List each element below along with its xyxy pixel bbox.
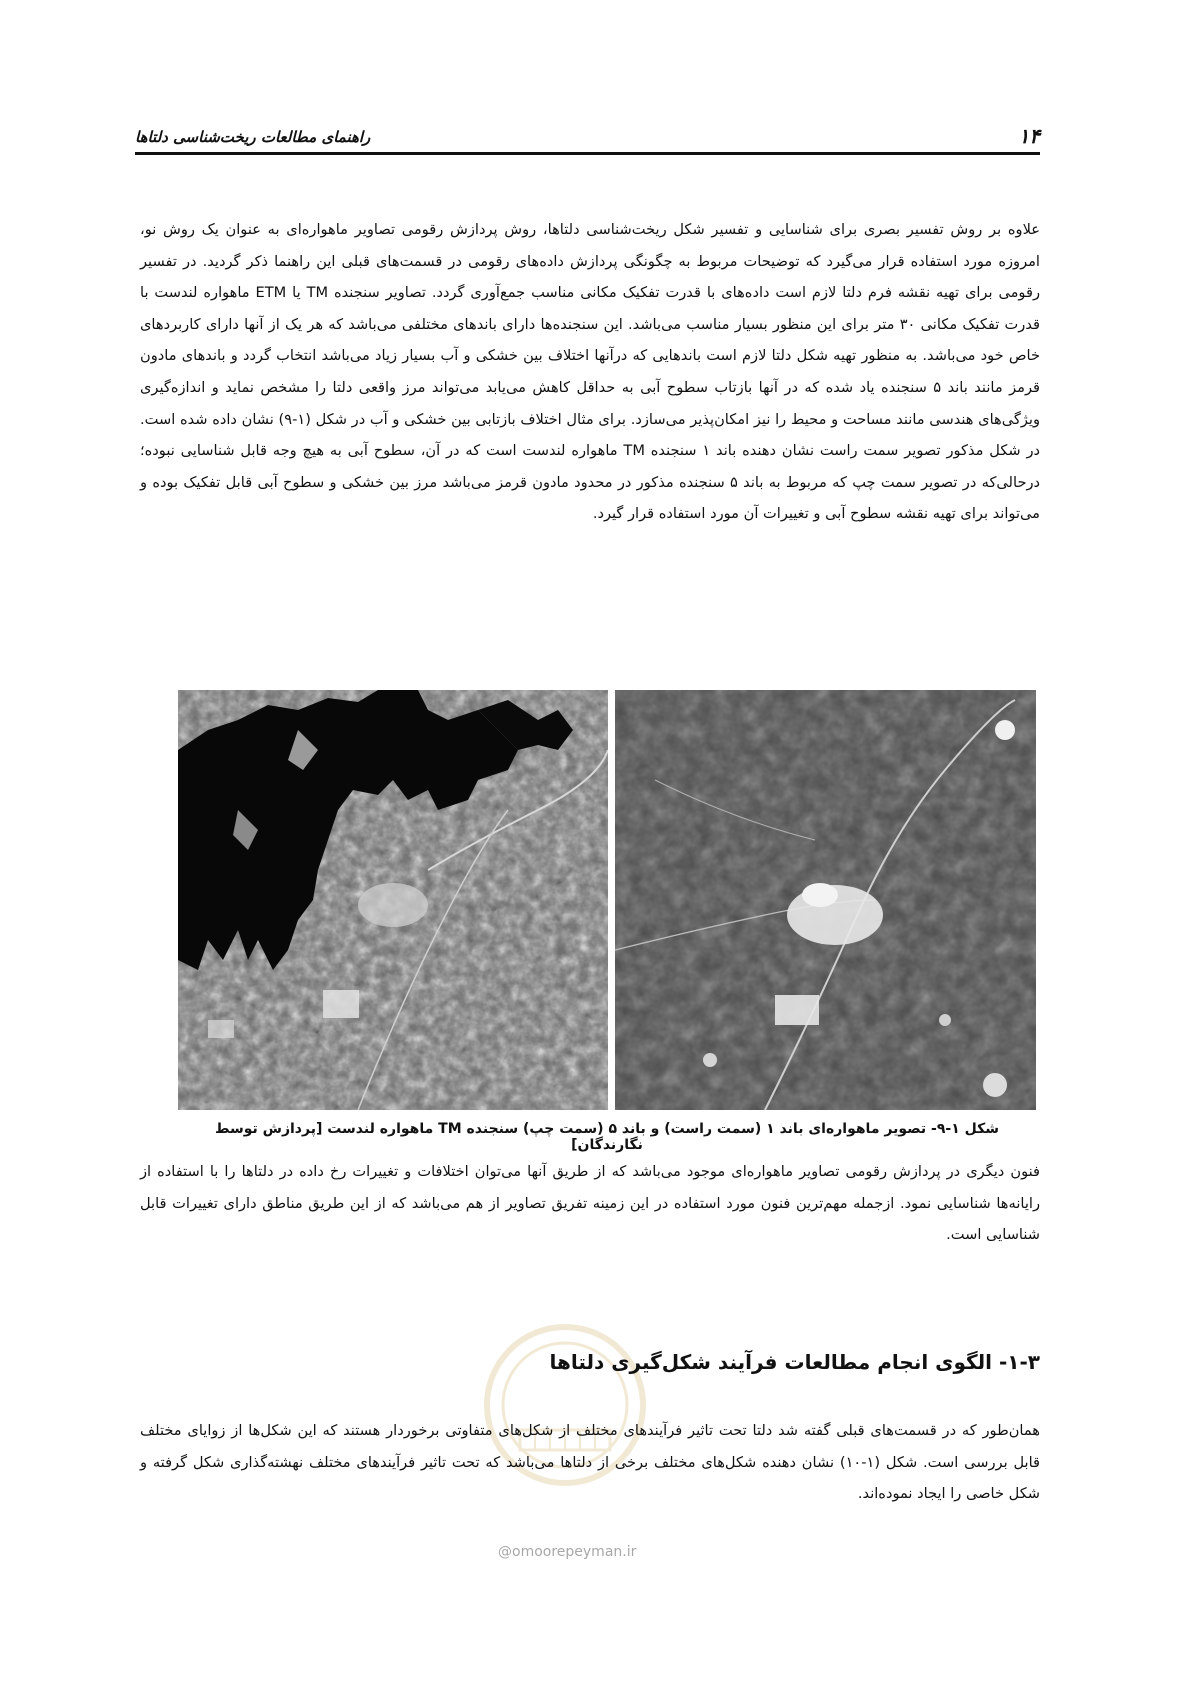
section-heading: ۱-۳- الگوی انجام مطالعات فرآیند شکل‌گیری دلتاها xyxy=(549,1350,1040,1374)
page-number: ۱۴ xyxy=(1018,124,1040,148)
running-title: راهنمای مطالعات ریخت‌شناسی دلتاها xyxy=(135,128,371,146)
satellite-image-band5 xyxy=(178,690,608,1110)
paragraph-change-detection: فنون دیگری در پردازش رقومی تصاویر ماهواره‌ای موجود می‌باشد که از طریق آنها می‌توان اختلافات و تغییرات رخ داده در دلتاها را با استفاده از رایانه‌ها شناسایی نمود. ازجمله مهم‌ترین فنون مورد استفاده در این زمینه تفریق تصاویر از هم می‌باشد که از این طریق مناطق دارای تغییرات قابل شناسایی است. xyxy=(140,1163,1040,1244)
paragraph-digital-processing: علاوه بر روش تفسیر بصری برای شناسایی و تفسیر شکل ریخت‌شناسی دلتاها، روش پردازش رقومی تصاویر ماهواره‌ای به عنوان یک روش نو، امروزه مورد استفاده قرار می‌گیرد که توضیحات مربوط به چگونگی پردازش داده‌های رقومی در قسمت‌های قبلی این راهنما ذکر گردید. در تفسیر رقومی برای تهیه نقشه فرم دلتا لازم است داده‌های با قدرت تفکیک مکانی مناسب جمع‌آوری گردد. تصاویر سنجنده TM یا ETM ماهواره لندست با قدرت تفکیک مکانی ۳۰ متر برای این منظور بسیار مناسب می‌باشد. این سنجنده‌ها دارای باندهای مختلفی می‌باشد که هر یک از آنها دارای کاربردهای خاص خود می‌باشد. به منظور تهیه شکل دلتا لازم است باندهایی که درآنها اختلاف بین خشکی و آب بسیار زیاد می‌باشد انتخاب گردد و باندهای مادون قرمز مانند باند ۵ سنجنده یاد شده که در آنها بازتاب سطوح آبی به حداقل کاهش می‌یابد می‌تواند مرز واقعی دلتا را مشخص نماید و اندازه‌گیری ویژگی‌های هندسی مانند مساحت و محیط را نیز امکان‌پذیر می‌سازد. برای مثال اختلاف بازتابی بین خشکی و آب در شکل (۱-۹) نشان داده شده است. در شکل مذکور تصویر سمت راست نشان دهنده باند ۱ سنجنده TM ماهواره لندست است که در آن، سطوح آبی به هیچ وجه قابل شناسایی نبوده؛ درحالی‌که در تصویر سمت چپ که مربوط به باند ۵ سنجنده مذکور در محدود مادون قرمز می‌باشد مرز بین خشکی و سطوح آبی قابل تفکیک بوده و می‌تواند برای تهیه نقشه سطوح آبی و تغییرات آن مورد استفاده قرار گیرد. xyxy=(140,221,1041,523)
figure-caption: شکل ۱-۹- تصویر ماهواره‌ای باند ۱ (سمت راست) و باند ۵ (سمت چپ) سنجنده TM ماهواره لندست [پردازش توسط نگارندگان] xyxy=(214,1121,1000,1153)
paragraph-delta-forms: همان‌طور که در قسمت‌های قبلی گفته شد دلتا تحت تاثیر فرآیندهای مختلف از شکل‌های متفاوتی برخوردار هستند که این شکل‌ها از زوایای مختلف قابل بررسی است. شکل (۱-۱۰) نشان دهنده شکل‌های مختلف برخی از دلتاها می‌باشد که تحت تاثیر فرآیندهای مختلف نهشته‌گذاری شکل گرفته و شکل خاصی را ایجاد نموده‌اند. xyxy=(140,1422,1040,1503)
page-header xyxy=(135,118,1040,155)
watermark-text: @omoorepeyman.ir xyxy=(498,1544,637,1560)
figure-landsat-bands xyxy=(178,690,1036,1110)
satellite-image-band1 xyxy=(615,690,1036,1110)
